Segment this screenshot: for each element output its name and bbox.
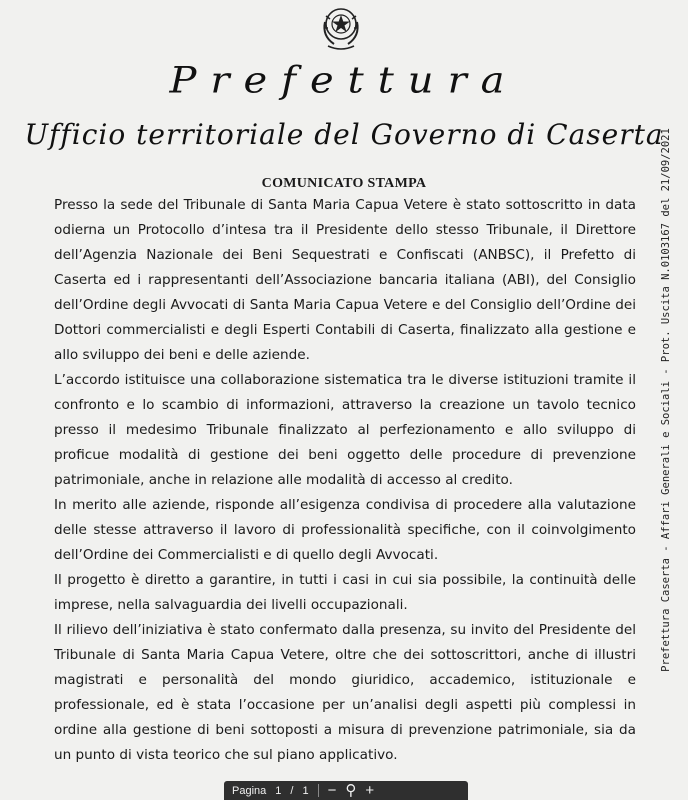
plus-icon[interactable]: +: [365, 782, 375, 799]
page-separator: /: [290, 784, 294, 797]
page-label: Pagina: [232, 784, 267, 797]
toolbar-divider: [318, 784, 319, 797]
italian-republic-emblem-icon: [318, 2, 364, 52]
press-release-body: [54, 193, 636, 768]
pdf-viewer-toolbar: [224, 781, 468, 800]
total-pages: 1: [302, 784, 309, 797]
current-page-field[interactable]: 1: [275, 784, 282, 797]
office-subtitle: Ufficio territoriale del Governo di Caserta: [24, 118, 664, 151]
paragraph: Presso la sede del Tribunale di Santa Maria Capua Vetere è stato sottoscritto in data odierna un Protocollo d’intesa tra il Presidente dello stesso Tribunale, il Direttore dell’Agenzia Nazionale dei Beni Sequestrati e Confiscati (ANBSC), il Prefetto di Caserta ed i rappresentanti dell’Associazione bancaria italiana (ABI), del Consiglio dell’Ordine degli Avvocati di Santa Maria Capua Vetere e del Consiglio dell’Ordine dei Dottori commercialisti e degli Esperti Contabili di Caserta, finalizzato alla gestione e allo sviluppo dei beni e delle aziende.: [54, 197, 636, 363]
paragraph: Il rilievo dell’iniziativa è stato confermato dalla presenza, su invito del Presidente del Tribunale di Santa Maria Capua Vetere, oltre che dei sottoscrittori, anche di illustri magistrati e personalità del mondo giuridico, accademico, istituzionale e professionale, ed è stata l’occasione per un’analisi degli aspetti più complessi in ordine alla gestione di beni sottoposti a misura di prevenzione patrimoniale, sia da un punto di vista teorico che sul piano applicativo.: [54, 622, 636, 763]
paragraph: Il progetto è diretto a garantire, in tutti i casi in cui sia possibile, la continuità delle imprese, nella salvaguardia dei livelli occupazionali.: [54, 572, 636, 613]
minus-icon[interactable]: −: [327, 782, 337, 799]
paragraph: L’accordo istituisce una collaborazione sistematica tra le diverse istituzioni tramite il confronto e lo scambio di informazioni, attraverso la creazione un tavolo tecnico presso il medesimo Tribunale finalizzato al perfezionamento e allo sviluppo di proficue modalità di gestione dei beni oggetto delle procedure di prevenzione patrimoniale, anche in relazione alle modalità di accesso al credito.: [54, 372, 636, 488]
press-release-title: COMUNICATO STAMPA: [261, 176, 427, 191]
paragraph: In merito alle aziende, risponde all’esigenza condivisa di procedere alla valutazione delle stesse attraverso il lavoro di professionalità specifiche, con il coinvolgimento dell’Ordine dei Commercialisti e di quello degli Avvocati.: [54, 497, 636, 563]
magnifier-icon[interactable]: ⚲: [345, 782, 357, 799]
office-title: Prefettura: [169, 60, 519, 102]
protocol-stamp-text: Prefettura Caserta - Affari Generali e Sociali - Prot. Uscita N.0103167 del 21/09/2021: [660, 128, 672, 672]
